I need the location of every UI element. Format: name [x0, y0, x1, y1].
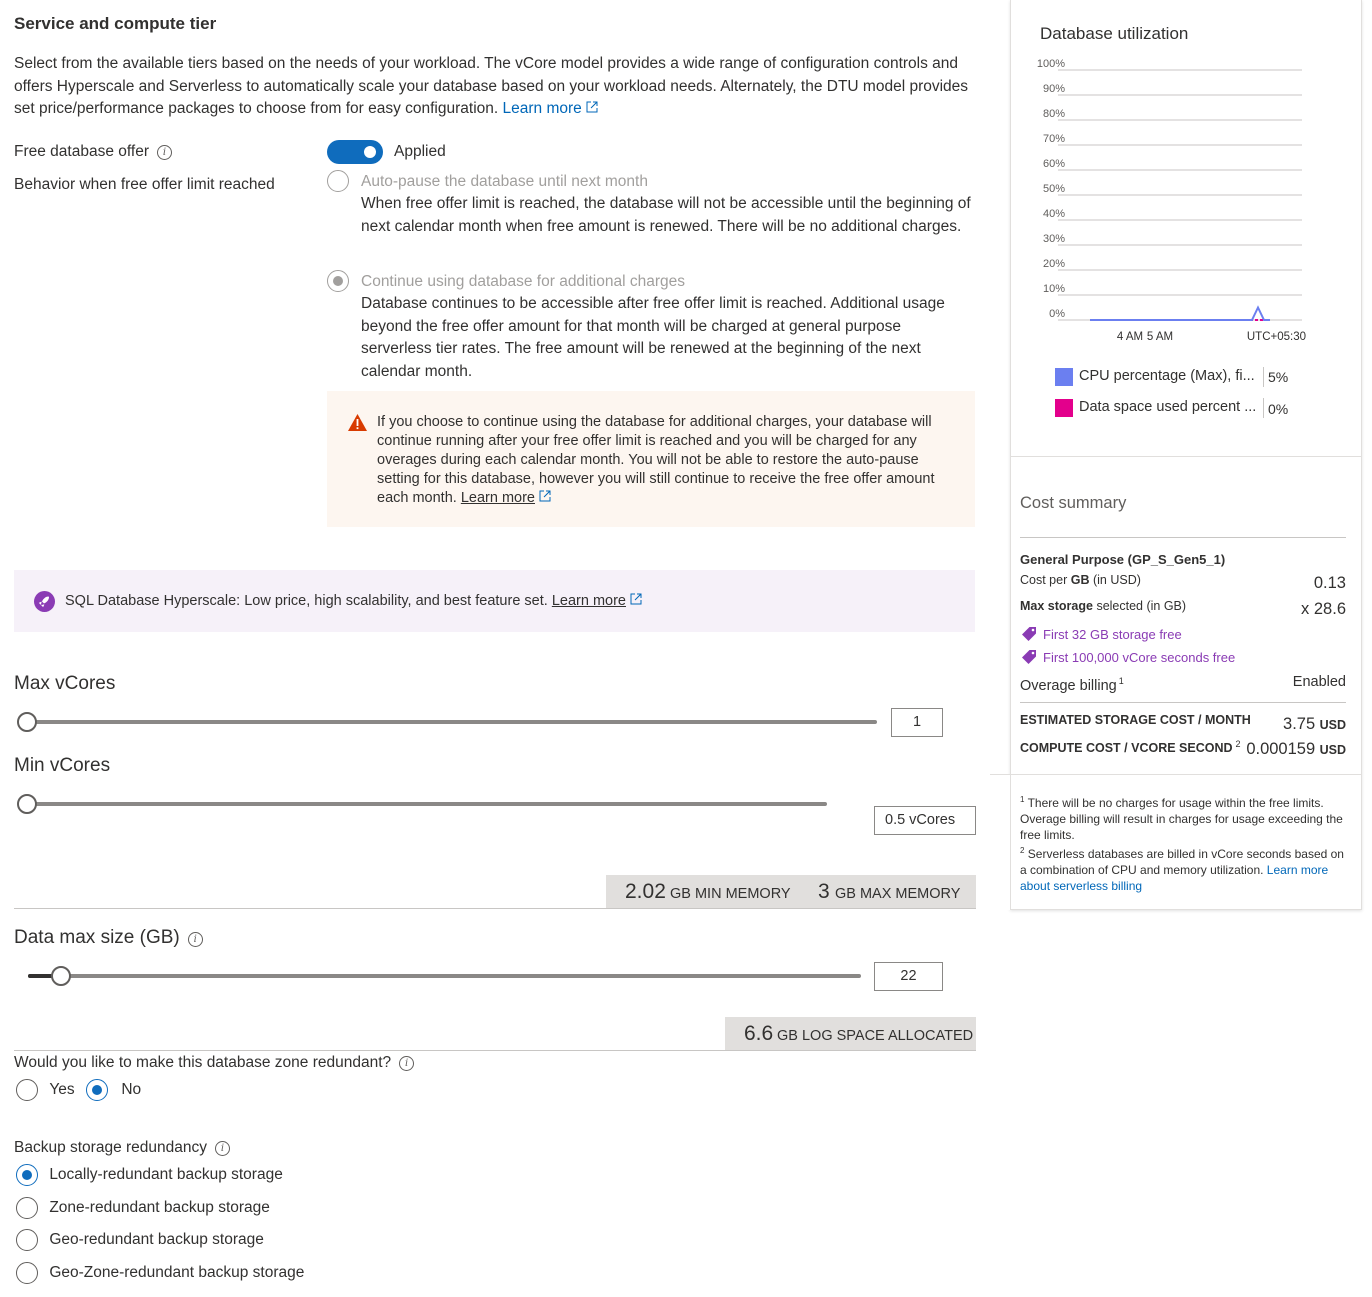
min-vcores-label: Min vCores	[14, 755, 111, 776]
auto-pause-title: Auto-pause the database until next month	[361, 173, 648, 190]
tier-name: General Purpose (GP_S_Gen5_1)	[1020, 552, 1226, 567]
backup-radio-geo[interactable]	[16, 1229, 38, 1251]
compute-cost-label: COMPUTE COST / VCORE SECOND $^2$	[1020, 739, 1241, 756]
info-icon[interactable]: i	[399, 1056, 414, 1071]
promo-vcore: First 100,000 vCore seconds free	[1021, 649, 1235, 665]
zone-no-option[interactable]	[86, 1079, 141, 1101]
y-tick-label: 90%	[1042, 83, 1065, 95]
min-vcores-track[interactable]	[27, 802, 827, 806]
free-offer-toggle[interactable]	[327, 140, 383, 164]
zone-yes-label: Yes	[49, 1081, 75, 1098]
min-memory-label: GB MIN MEMORY	[670, 886, 791, 902]
est-storage-value: 3.75 USD	[1283, 715, 1346, 733]
log-space-summary	[725, 1017, 976, 1051]
max-vcores-slider-thumb[interactable]	[17, 712, 37, 732]
intro-learn-more-link[interactable]: Learn more	[503, 100, 598, 117]
warning-box	[327, 391, 975, 527]
info-icon[interactable]: i	[215, 1141, 230, 1156]
backup-label-zone: Zone-redundant backup storage	[49, 1199, 270, 1216]
cost-divider	[1020, 537, 1346, 538]
legend-swatch-data-space	[1055, 399, 1073, 417]
cost-summary-title: Cost summary	[1020, 494, 1127, 512]
backup-label-geo-zone: Geo-Zone-redundant backup storage	[49, 1264, 305, 1281]
intro-paragraph	[14, 53, 984, 121]
continue-charges-radio[interactable]	[327, 270, 349, 297]
y-tick-label: 30%	[1042, 233, 1065, 245]
min-memory-value: 2.02	[625, 880, 666, 903]
tag-icon	[1021, 649, 1037, 665]
max-vcores-label: Max vCores	[14, 673, 116, 694]
footnote-1: $^1$ There will be no charges for usage within the free limits. Overage billing will result in charges for usage exceeding the free limits.	[1020, 795, 1343, 842]
zone-redundant-question: Would you like to make this database zone redundant? i	[14, 1054, 414, 1072]
max-memory-label: GB MAX MEMORY	[835, 886, 961, 902]
y-tick-label: 60%	[1042, 158, 1065, 170]
legend-value-cpu: 5%	[1268, 369, 1289, 385]
cost-per-gb-value: 0.13	[1313, 574, 1346, 592]
compute-cost-value: 0.000159 USD	[1246, 740, 1346, 758]
y-tick-label: 100%	[1036, 58, 1065, 70]
promo-storage: First 32 GB storage free	[1021, 626, 1182, 642]
series-line	[1090, 308, 1270, 321]
overage-billing-label: Overage billing $^1$	[1020, 676, 1124, 694]
max-storage-label: Max storage selected (in GB)	[1020, 599, 1187, 613]
zone-no-label: No	[121, 1081, 142, 1098]
section-divider	[14, 1050, 976, 1051]
log-space-value: 6.6	[744, 1022, 774, 1045]
auto-pause-desc: When free offer limit is reached, the database will not be accessible until the beginning of next calendar month when free amount is renewed. There will be no additional charges.	[361, 195, 971, 235]
external-link-icon	[586, 101, 598, 113]
legend-value-data-space: 0%	[1268, 401, 1289, 417]
rocket-icon	[34, 591, 55, 612]
panel-divider	[1010, 456, 1362, 457]
notes-divider	[990, 774, 1362, 775]
min-vcores-select[interactable]: 0.5 vCores	[874, 806, 976, 835]
y-tick-label: 50%	[1042, 183, 1065, 195]
overage-billing-value: Enabled	[1292, 674, 1346, 690]
hyperscale-text: SQL Database Hyperscale: Low price, high scalability, and best feature set.	[65, 593, 548, 609]
min-vcores-slider-thumb[interactable]	[17, 794, 37, 814]
backup-label-geo: Geo-redundant backup storage	[49, 1231, 264, 1248]
backup-label-locally: Locally-redundant backup storage	[49, 1166, 283, 1183]
external-link-icon	[539, 490, 551, 502]
y-tick-label: 70%	[1042, 133, 1065, 145]
cost-divider	[1020, 702, 1346, 703]
warning-icon	[347, 413, 368, 432]
legend-sep	[1263, 367, 1264, 387]
warning-learn-more-link[interactable]: Learn more	[460, 490, 535, 506]
intro-text: Select from the available tiers based on the needs of your workload. The vCore model provides a wide range of configuration controls and offers Hyperscale and Serverless to automatically scale your database based on your workload needs. Alternately, the DTU model provides set price/performance packages to choose from for easy configuration.	[14, 55, 969, 117]
timezone-label: UTC+05:30	[1246, 331, 1306, 343]
hyperscale-learn-more-link[interactable]: Learn more	[551, 593, 626, 609]
continue-charges-desc: Database continues to be accessible after free offer limit is reached. Additional usage beyond the free offer amount for that month will be charged at general purpose serverless tier rates. The free amount will be renewed at the beginning of the next calendar month.	[361, 295, 945, 380]
log-space-label: GB LOG SPACE ALLOCATED	[777, 1028, 974, 1044]
auto-pause-radio[interactable]	[327, 170, 349, 197]
y-tick-label: 40%	[1042, 208, 1065, 220]
zone-no-radio[interactable]	[86, 1079, 108, 1101]
data-size-slider-thumb[interactable]	[51, 966, 71, 986]
max-memory-value: 3	[818, 880, 830, 903]
continue-charges-title: Continue using database for additional charges	[361, 273, 686, 290]
max-vcores-track[interactable]	[27, 720, 877, 724]
backup-radio-locally[interactable]	[16, 1164, 38, 1186]
warning-text: If you choose to continue using the database for additional charges, your database will continue running after your free offer limit is reached and you will be charged for any overages during each calendar month. You will not be able to restore the auto-pause setting for this database, however you will still continue to receive the free offer amount each month.	[377, 414, 935, 506]
backup-redundancy-label: Backup storage redundancy i	[14, 1139, 230, 1157]
data-max-size-label: Data max size (GB) i	[14, 927, 203, 949]
est-storage-label: ESTIMATED STORAGE COST / MONTH	[1020, 713, 1251, 727]
data-size-input[interactable]: 22	[874, 962, 943, 991]
backup-radio-geo-zone[interactable]	[16, 1262, 38, 1284]
y-tick-label: 80%	[1042, 108, 1065, 120]
x-tick-label: 5 AM	[1146, 331, 1174, 343]
y-tick-label: 20%	[1042, 258, 1065, 270]
zone-yes-radio[interactable]	[16, 1079, 38, 1101]
free-offer-label: Free database offer i	[14, 143, 172, 161]
legend-label-data-space: Data space used percent ...	[1079, 399, 1257, 415]
y-tick-label: 10%	[1042, 283, 1065, 295]
backup-option-geo-zone[interactable]	[16, 1262, 304, 1284]
max-storage-value: x 28.6	[1301, 600, 1346, 618]
backup-option-locally[interactable]	[16, 1164, 283, 1186]
hyperscale-banner	[14, 570, 975, 632]
footnotes	[1020, 792, 1345, 894]
zone-yes-option[interactable]	[16, 1079, 75, 1101]
y-tick-label: 0%	[1049, 308, 1065, 320]
behavior-label: Behavior when free offer limit reached	[14, 176, 275, 193]
toggle-knob	[364, 146, 376, 158]
legend-swatch-cpu	[1055, 368, 1073, 386]
section-title: Service and compute tier	[14, 14, 217, 33]
max-vcores-input[interactable]: 1	[891, 708, 943, 737]
backup-option-zone[interactable]	[16, 1197, 270, 1219]
cost-per-gb-label: Cost per GB (in USD)	[1020, 573, 1141, 587]
chart-title: Database utilization	[1040, 24, 1189, 43]
backup-radio-zone[interactable]	[16, 1197, 38, 1219]
info-icon[interactable]: i	[188, 932, 203, 947]
x-tick-label: 4 AM	[1116, 331, 1144, 343]
utilization-chart	[1030, 52, 1330, 352]
legend-item-cpu[interactable]	[1055, 367, 1355, 389]
legend-item-data-space[interactable]	[1055, 398, 1355, 420]
legend-sep	[1263, 398, 1264, 418]
serverless-billing-link[interactable]: Learn more about serverless billing	[1020, 863, 1329, 893]
toggle-state-text: Applied	[394, 143, 446, 160]
data-size-track[interactable]	[28, 974, 861, 978]
tag-icon	[1021, 626, 1037, 642]
info-icon[interactable]: i	[157, 145, 172, 160]
legend-label-cpu: CPU percentage (Max), fi...	[1079, 368, 1255, 384]
external-link-icon	[630, 593, 642, 605]
backup-option-geo[interactable]	[16, 1229, 264, 1251]
memory-summary	[606, 875, 976, 909]
notes-gutter	[990, 775, 1010, 910]
section-divider	[14, 908, 976, 909]
footnote-2: $^2$ Serverless databases are billed in vCore seconds based on a combination of CPU and memory utilization. Learn more about serverless billing	[1020, 846, 1344, 893]
